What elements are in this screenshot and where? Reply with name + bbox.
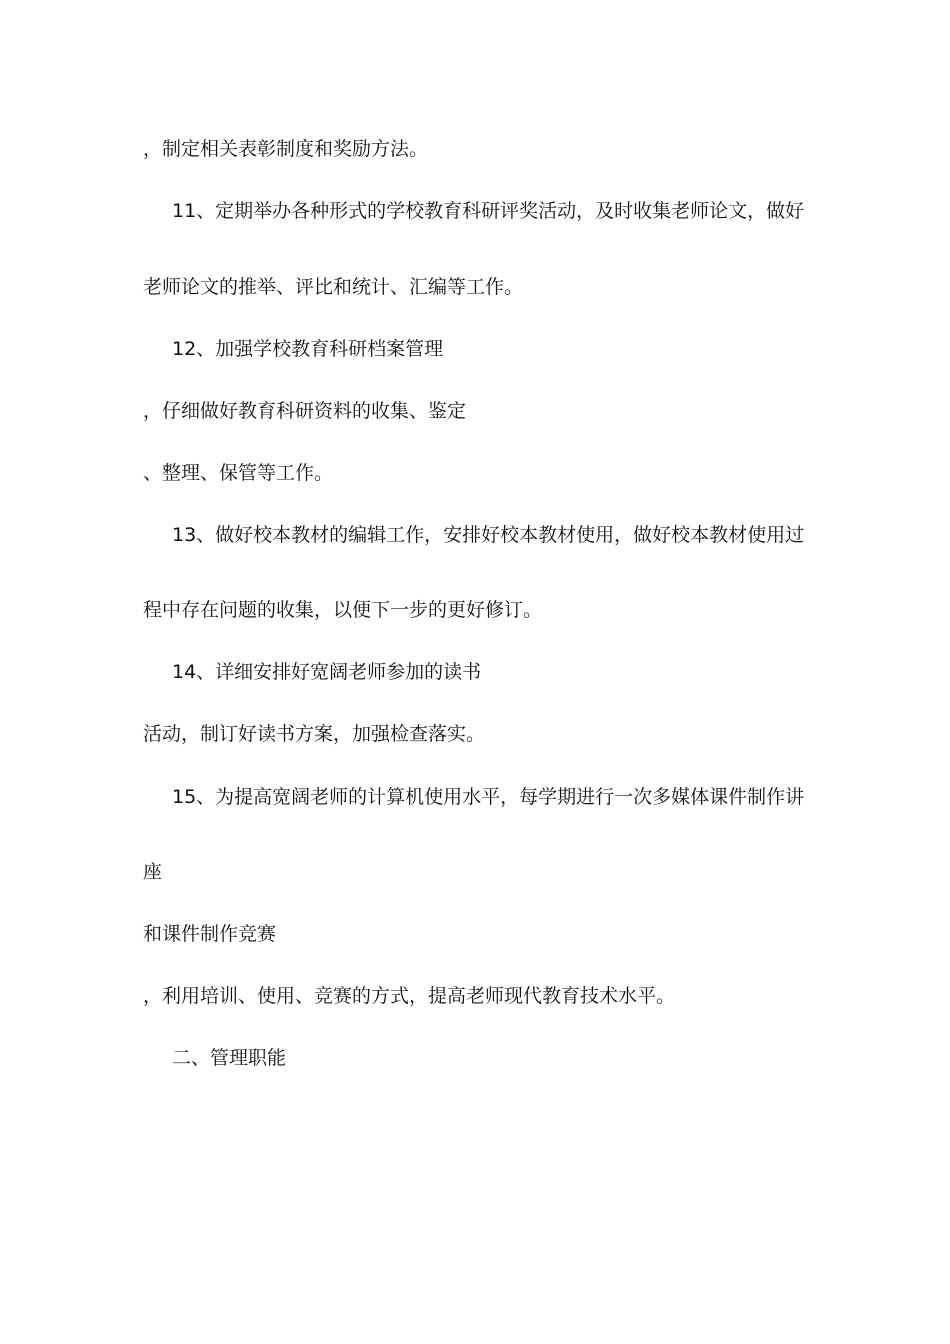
text-line-item-13: 13、做好校本教材的编辑工作，安排好校本教材使用，做好校本教材使用过 <box>172 524 805 546</box>
text-line-10: 活动，制订好读书方案，加强检查落实。 <box>143 723 486 745</box>
section-heading: 二、管理职能 <box>172 1047 287 1069</box>
text-line-item-11: 11、定期举办各种形式的学校教育科研评奖活动，及时收集老师论文，做好 <box>172 200 805 222</box>
text-line-item-12: 12、加强学校教育科研档案管理 <box>172 338 444 360</box>
text-line-12: 座 <box>143 861 163 883</box>
text-line-6: 、整理、保管等工作。 <box>143 462 334 484</box>
text-line-14: ，利用培训、使用、竞赛的方式，提高老师现代教育技术水平。 <box>143 985 676 1007</box>
text-line-5: ，仔细做好教育科研资料的收集、鉴定 <box>143 400 467 422</box>
text-line-item-15: 15、为提高宽阔老师的计算机使用水平，每学期进行一次多媒体课件制作讲 <box>172 786 805 808</box>
text-line-8: 程中存在问题的收集，以便下一步的更好修订。 <box>143 599 543 621</box>
text-line-13: 和课件制作竞赛 <box>143 923 277 945</box>
text-line-1: ，制定相关表彰制度和奖励方法。 <box>143 138 429 160</box>
text-line-item-14: 14、详细安排好宽阔老师参加的读书 <box>172 661 482 683</box>
text-line-3: 老师论文的推举、评比和统计、汇编等工作。 <box>143 276 524 298</box>
